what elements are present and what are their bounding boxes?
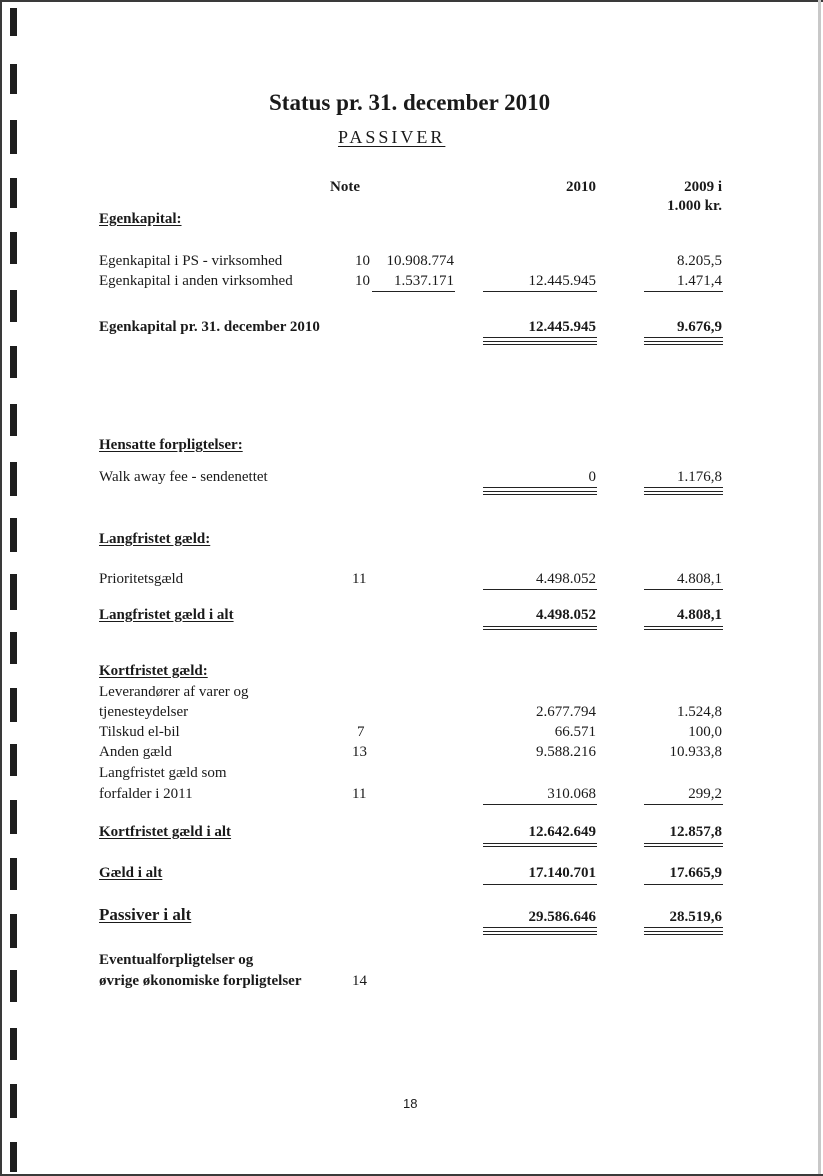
short-term-row-label-cont: forfalder i 2011	[99, 786, 193, 802]
long-term-row-prior: 4.808,1	[677, 571, 722, 587]
prior-rule	[644, 291, 723, 292]
short-term-row-label: Anden gæld	[99, 744, 172, 760]
current-rule	[483, 589, 597, 590]
page-edge-left	[0, 0, 2, 1176]
equity-row-prior: 1.471,4	[677, 273, 722, 289]
contingent-label: Eventualforpligtelser og	[99, 952, 254, 968]
binder-mark	[10, 914, 17, 948]
binder-mark	[10, 1028, 17, 1060]
short-term-row-label: Tilskud el-bil	[99, 724, 180, 740]
binder-mark	[10, 120, 17, 154]
provisions-row-current: 0	[588, 469, 596, 485]
page-edge-top	[0, 0, 823, 2]
current-double-rule	[483, 626, 597, 630]
long-term-row-label: Prioritetsgæld	[99, 571, 184, 587]
note-column-header: Note	[330, 179, 360, 195]
equity-total-label: Egenkapital pr. 31. december 2010	[99, 319, 320, 335]
equity-heading: Egenkapital:	[99, 211, 182, 227]
prior-year-header: 2009 i	[684, 179, 722, 195]
prior-rule	[644, 487, 723, 488]
long-term-total-label: Langfristet gæld i alt	[99, 607, 234, 623]
equity-row-note: 10	[355, 273, 370, 289]
current-rule	[483, 927, 597, 928]
current-rule	[483, 291, 597, 292]
short-term-total-current: 12.642.649	[528, 824, 596, 840]
short-term-row-current: 2.677.794	[536, 704, 596, 720]
prior-double-rule	[644, 931, 723, 935]
current-rule	[483, 884, 597, 885]
equity-row-sub-amount: 10.908.774	[386, 253, 454, 269]
short-term-total-prior: 12.857,8	[669, 824, 722, 840]
binder-mark	[10, 744, 17, 776]
provisions-row-prior: 1.176,8	[677, 469, 722, 485]
prior-year-unit: 1.000 kr.	[667, 198, 722, 214]
current-rule	[483, 337, 597, 338]
provisions-heading: Hensatte forpligtelser:	[99, 437, 243, 453]
debt-total-label: Gæld i alt	[99, 865, 163, 881]
equity-total-prior: 9.676,9	[677, 319, 722, 335]
equity-row-label: Egenkapital i anden virksomhed	[99, 273, 293, 289]
binder-mark	[10, 290, 17, 322]
long-term-row-note: 11	[352, 571, 367, 587]
debt-total-current: 17.140.701	[528, 865, 596, 881]
short-term-row-current: 9.588.216	[536, 744, 596, 760]
binder-mark	[10, 178, 17, 208]
binder-mark	[10, 970, 17, 1002]
short-term-row-current: 310.068	[547, 786, 596, 802]
page-edge-right	[818, 0, 821, 1176]
binder-mark	[10, 232, 17, 264]
short-term-total-label: Kortfristet gæld i alt	[99, 824, 232, 840]
short-term-row-prior: 1.524,8	[677, 704, 722, 720]
short-term-debt-heading: Kortfristet gæld:	[99, 663, 208, 679]
binder-mark	[10, 346, 17, 378]
short-term-row-label-cont: tjenesteydelser	[99, 704, 189, 720]
binder-mark	[10, 632, 17, 664]
binder-mark	[10, 800, 17, 834]
page-title: Status pr. 31. december 2010	[269, 90, 551, 115]
prior-rule	[644, 589, 723, 590]
equity-row-note: 10	[355, 253, 370, 269]
binder-mark	[10, 462, 17, 496]
short-term-row-note: 13	[352, 744, 367, 760]
current-double-rule	[483, 931, 597, 935]
current-rule	[483, 487, 597, 488]
binder-mark	[10, 858, 17, 890]
prior-rule	[644, 337, 723, 338]
current-year-header: 2010	[566, 179, 596, 195]
short-term-row-note: 11	[352, 786, 367, 802]
binder-mark	[10, 1084, 17, 1118]
current-double-rule	[483, 843, 597, 847]
page-number: 18	[403, 1096, 418, 1111]
liabilities-total-prior: 28.519,6	[669, 909, 722, 925]
equity-total-current: 12.445.945	[528, 319, 596, 335]
current-double-rule	[483, 341, 597, 345]
liabilities-total-label: Passiver i alt	[99, 905, 192, 924]
sub-amount-rule	[372, 291, 455, 292]
long-term-debt-heading: Langfristet gæld:	[99, 531, 211, 547]
binder-mark	[10, 8, 17, 36]
liabilities-total-current: 29.586.646	[528, 909, 596, 925]
binder-mark	[10, 574, 17, 610]
binder-mark	[10, 404, 17, 436]
section-subtitle: PASSIVER	[338, 127, 446, 147]
binder-mark	[10, 64, 17, 94]
binder-mark	[10, 518, 17, 552]
short-term-row-note: 7	[357, 724, 365, 740]
long-term-row-current: 4.498.052	[536, 571, 596, 587]
current-rule	[483, 804, 597, 805]
short-term-row-current: 66.571	[554, 724, 596, 740]
prior-rule	[644, 884, 723, 885]
equity-row-label: Egenkapital i PS - virksomhed	[99, 253, 283, 269]
prior-rule	[644, 927, 723, 928]
short-term-row-prior: 100,0	[688, 724, 722, 740]
long-term-total-current: 4.498.052	[536, 607, 596, 623]
equity-row-prior: 8.205,5	[677, 253, 722, 269]
prior-rule	[644, 804, 723, 805]
short-term-row-prior: 299,2	[688, 786, 722, 802]
provisions-row-label: Walk away fee - sendenettet	[99, 469, 268, 485]
binder-mark	[10, 688, 17, 722]
prior-double-rule	[644, 626, 723, 630]
short-term-row-prior: 10.933,8	[669, 744, 722, 760]
prior-double-rule	[644, 341, 723, 345]
prior-double-rule	[644, 843, 723, 847]
contingent-label-cont: øvrige økonomiske forpligtelser	[99, 973, 302, 989]
prior-double-rule	[644, 491, 723, 495]
debt-total-prior: 17.665,9	[669, 865, 722, 881]
current-double-rule	[483, 491, 597, 495]
short-term-row-label: Leverandører af varer og	[99, 684, 249, 700]
equity-row-sub-amount: 1.537.171	[394, 273, 454, 289]
short-term-row-label: Langfristet gæld som	[99, 765, 227, 781]
equity-row-current: 12.445.945	[528, 273, 596, 289]
contingent-note: 14	[352, 973, 367, 989]
binder-mark	[10, 1142, 17, 1172]
long-term-total-prior: 4.808,1	[677, 607, 722, 623]
